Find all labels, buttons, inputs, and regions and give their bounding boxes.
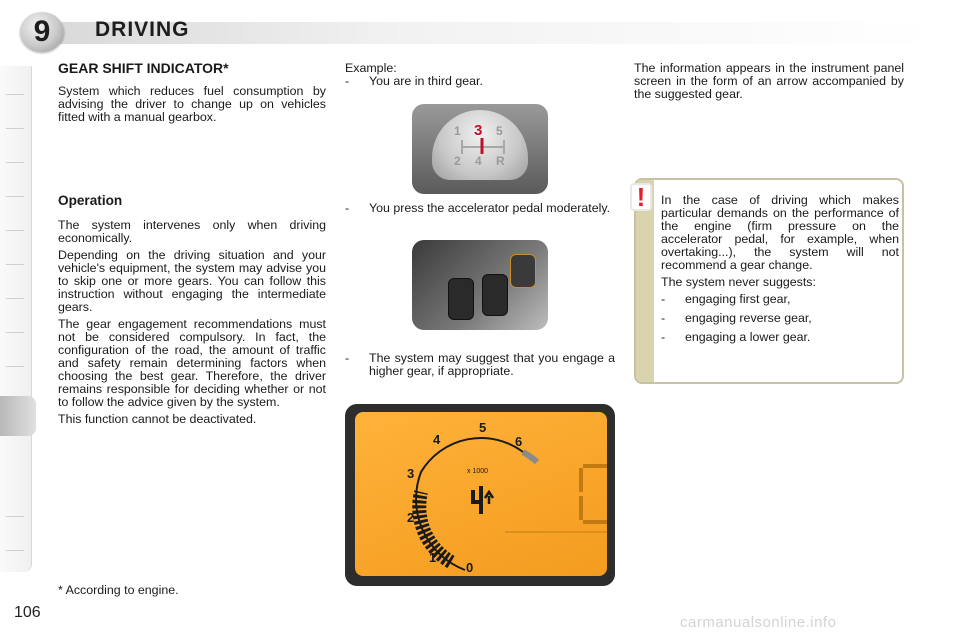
- body-paragraph: The system intervenes only when driving economically.: [58, 218, 326, 245]
- list-item: - engaging first gear,: [661, 292, 791, 306]
- example-block: [345, 62, 615, 88]
- intro-paragraph: System which reduces fuel consumption by advising the driver to change up on vehicles fitted with a manual gearbox.: [58, 84, 326, 124]
- warning-text: [661, 194, 899, 344]
- gear-knob-icon: 1 3 5 2 4 R: [432, 110, 528, 180]
- warning-box: [634, 178, 904, 384]
- watermark: carmanualsonline.info: [680, 614, 837, 631]
- never-suggests-label: The system never suggests:: [661, 275, 816, 289]
- exclamation-icon: !: [630, 183, 652, 211]
- instrument-screen: x 1000 0 1 2 3 4 5 6: [355, 412, 607, 576]
- shift-up-arrow-icon: [485, 492, 493, 504]
- brake-pedal-icon: [482, 274, 508, 316]
- active-chapter-tab[interactable]: [0, 396, 36, 436]
- body-paragraph: This function cannot be deactivated.: [58, 412, 257, 426]
- operation-heading: Operation: [58, 193, 123, 208]
- list-item: - The system may suggest that you engage a higher gear, if appropriate.: [345, 351, 615, 378]
- pedals-image: [412, 240, 548, 330]
- list-item: - You press the accelerator pedal moderately.: [345, 201, 611, 215]
- chapter-tabs: [0, 66, 32, 572]
- list-item: - You are in third gear.: [345, 74, 483, 88]
- warning-paragraph: In the case of driving which makes particular demands on the performance of the engine (firm pressure on the accelerator pedal, for example, when overtaking...), the system will not recommend a gear change.: [661, 193, 899, 272]
- gear-pattern-icon: [432, 110, 528, 180]
- clutch-pedal-icon: [448, 278, 474, 320]
- page-number: 106: [14, 604, 41, 621]
- instrument-panel-image: [345, 404, 615, 586]
- rpm-multiplier-label: x 1000: [467, 468, 489, 475]
- chapter-title: DRIVING: [95, 18, 190, 41]
- accelerator-pedal-icon: [510, 254, 536, 288]
- list-item: - engaging reverse gear,: [661, 311, 812, 325]
- right-column-intro: The information appears in the instrument panel screen in the form of an arrow accompanied by the suggested gear.: [634, 61, 904, 101]
- left-column: [58, 62, 326, 430]
- chapter-number-badge: 9: [20, 12, 64, 52]
- body-paragraph: The gear engagement recommendations must not be considered compulsory. In fact, the configuration of the road, the amount of traffic and safety remain determining factors when choosing the best gear. Therefore, the driver remains responsible for deciding whether or not to follow the advice given by the system.: [58, 317, 326, 409]
- list-item: - engaging a lower gear.: [661, 330, 811, 344]
- example-label: Example:: [345, 61, 397, 75]
- body-paragraph: Depending on the driving situation and your vehicle's equipment, the system may advise you to skip one or more gears. You can follow this instruction without engaging the intermediate gears.: [58, 248, 326, 314]
- gear-knob-image: [412, 104, 548, 194]
- footnote: * According to engine.: [58, 583, 179, 597]
- section-title: GEAR SHIFT INDICATOR*: [58, 60, 229, 76]
